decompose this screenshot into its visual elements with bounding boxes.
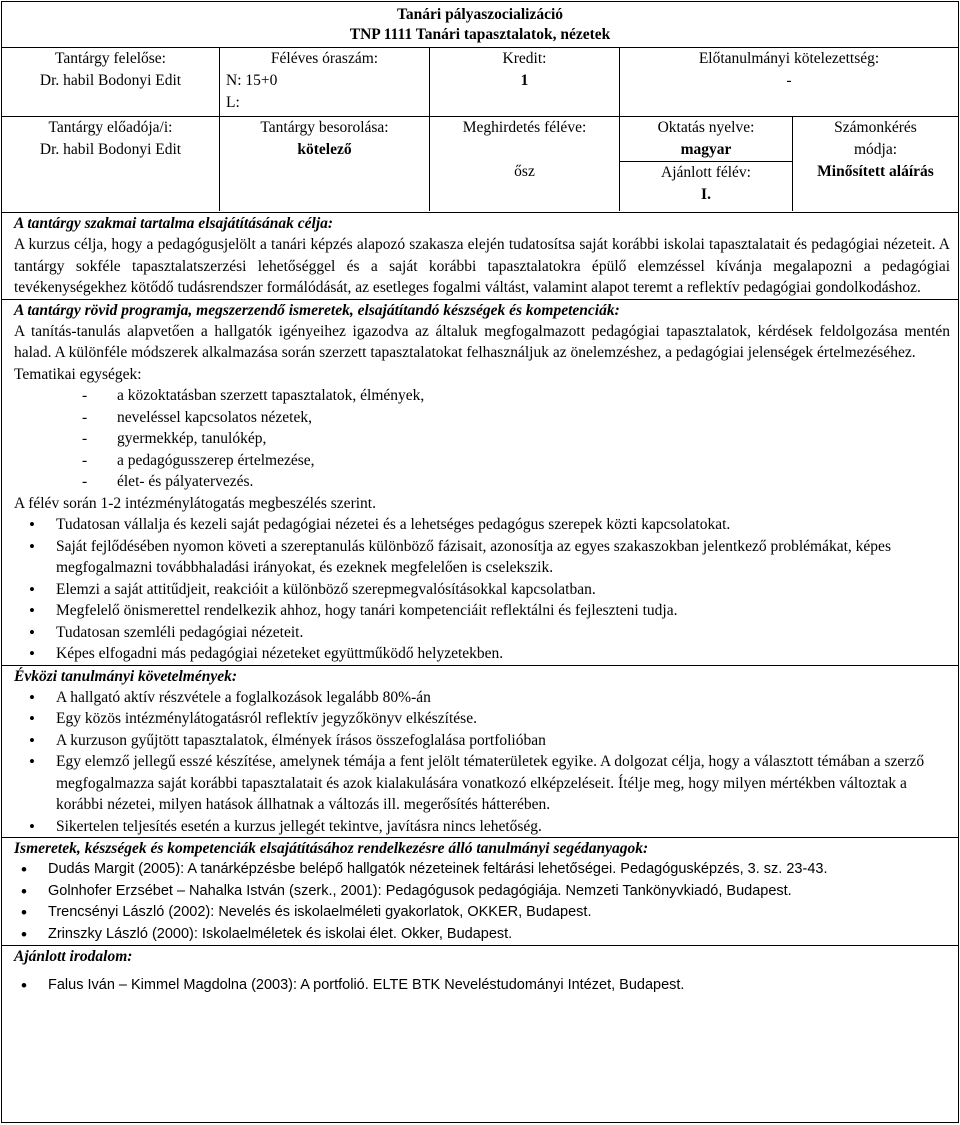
kompetencia-list [14,514,950,665]
program-section [2,299,958,665]
segedanyag-list [14,859,950,945]
kovetelmeny-section [2,665,958,838]
cel-heading: A tantárgy szakmai tartalma elsajátításának célja: [14,215,334,232]
kompetencia-item: • Képes elfogadni más pedagógiai nézeteket együttműködő helyzetekben. [56,643,950,665]
course-title: Tanári pályaszocializáció [396,6,564,23]
tematika-label: Tematikai egységek: [14,365,142,383]
irodalom-list [14,975,950,997]
oraszam-label: Féléves óraszám: [270,50,379,67]
szamonkeres-cell [792,117,958,211]
irodalom-section [2,945,958,997]
program-text: A tanítás-tanulás alapvetően a hallgatók igényeihez igazodva az általuk megfogalmazott pedagógiai tapasztalatok, kérdések feldolgozása mentén halad. A különféle módszerek alkalmazása során szerzett tapasztalatokat felhasználjuk az önelemzéshez, a pedagógiai jelenségek értelmezéséhez. [14,322,950,361]
irodalom-item: • Falus Iván – Kimmel Magdolna (2003): A portfolió. ELTE BTK Neveléstudományi Intézet, Budapest. [48,975,950,997]
kovetelmeny-heading: Évközi tanulmányi követelmények: [14,667,238,685]
kompetencia-item: • Tudatosan vállalja és kezeli saját pedagógiai nézetei és a lehetséges pedagógus szerepek közti kapcsolatokat. [56,514,950,536]
cel-text: A kurzus célja, hogy a pedagógusjelölt a tanári képzés alapozó szakasza elején tudatosítsa saját korábbi iskolai tapasztalatait és pedagógiai nézeteit. A tantárgy sokféle tapasztalatszerzési lehetőséggel és a saját korábbi tapasztalatokra épülő elemzéssel kívánja megalapozni a pedagógiai tevékenységekhez kötődő tudásrendszer formálódását, az esetleges fogalmi váltást, valamint alapot teremt a reflektív pedagógiai gondolkodáshoz. [14,236,950,296]
tematika-list [14,385,950,493]
kredit-label: Kredit: [502,50,547,67]
kovetelmeny-item: • Sikertelen teljesítés esetén a kurzus jellegét tekintve, javításra nincs lehetőség. [56,816,950,838]
felelos-name: Dr. habil Bodonyi Edit [39,72,182,89]
kovetelmeny-item: • A kurzuson gyűjtött tapasztalatok, élmények írásos összefoglalása portfolióban [56,730,950,752]
kovetelmeny-item: • A hallgató aktív részvétele a foglalkozások legalább 80%-án [56,687,950,709]
besorolas-label: Tantárgy besorolása: [260,119,389,136]
segedanyag-item: • Trencsényi László (2002): Nevelés és iskolaelméleti gyakorlatok, OKKER, Budapest. [48,902,950,924]
kredit-value: 1 [520,72,529,89]
segedanyag-section [2,837,958,945]
oraszam-cell [219,48,429,116]
cel-section [2,212,958,299]
tematika-item: - gyermekkép, tanulókép, [117,428,950,450]
tematika-item: - a pedagógusszerep értelmezése, [117,450,950,472]
tematika-item: - a közoktatásban szerzett tapasztalatok, élmények, [117,385,950,407]
felelos-cell [2,48,219,116]
kompetencia-item: • Saját fejlődésében nyomon követi a szereptanulás különböző fázisait, azonosítja az egyes szakaszokban jelentkező problémákat, képes megfogalmazni továbbhaladási irányokat, és ezeknek megfelelően is cselekszik. [56,536,950,579]
elotan-cell [619,48,958,116]
nyelv-label: Oktatás nyelve: [657,119,755,136]
kovetelmeny-item: • Egy elemző jellegű esszé készítése, amelynek témája a fent jelölt tématerületek egyike. A dolgozat célja, hogy a választott témában a szerző megfogalmazza saját korábbi tapasztalatait és azok kialakulására vonatkozó elképzeléseit. Ítélje meg, hogy milyen mértékben változtak a korábbi nézetei, milyen hatások állhatnak a változás ill. megerősítés hátterében. [56,751,950,816]
szamonkeres-label2: módja: [853,141,898,158]
course-sheet [1,1,959,1123]
segedanyag-heading: Ismeretek, készségek és kompetenciák elsajátításához rendelkezésre álló tanulmányi segédanyagok: [14,840,649,857]
ajanlott-label: Ajánlott félév: [620,161,792,184]
kompetencia-item: • Megfelelő önismerettel rendelkezik ahhoz, hogy tanári kompetenciáit reflektálni és fejleszteni tudja. [56,600,950,622]
tematika-item: - élet- és pályatervezés. [117,471,950,493]
course-code: TNP 1111 Tanári tapasztalatok, nézetek [349,26,611,43]
meghirdetes-cell [429,117,619,211]
program-heading: A tantárgy rövid programja, megszerzendő ismeretek, elsajátítandó készségek és kompetenciák: [14,301,620,319]
oraszam-l: L: [226,94,240,111]
oraszam-n: N: 15+0 [226,72,278,89]
eloado-name: Dr. habil Bodonyi Edit [39,141,182,158]
ajanlott-value: I. [701,186,711,203]
segedanyag-item: • Golnhofer Erzsébet – Nahalka István (szerk., 2001): Pedagógusok pedagógiája. Nemzeti Tankönyvkiadó, Budapest. [48,881,950,903]
kovetelmeny-item: • Egy közös intézménylátogatásról reflektív jegyzőkönyv elkészítése. [56,708,950,730]
elotan-value: - [786,72,792,89]
segedanyag-item: • Zrinszky László (2000): Iskolaelméletek és iskolai élet. Okker, Budapest. [48,924,950,946]
meghirdetes-value: ősz [514,163,535,180]
kredit-cell [429,48,619,116]
besorolas-cell [219,117,429,211]
meghirdetes-label: Meghirdetés féléve: [462,119,587,136]
header-table [2,2,958,212]
kovetelmeny-list [14,687,950,838]
kompetencia-item: • Tudatosan szemléli pedagógiai nézeteit. [56,622,950,644]
tematika-item: - neveléssel kapcsolatos nézetek, [117,407,950,429]
latogatas-text: A félév során 1-2 intézménylátogatás megbeszélés szerint. [14,494,376,512]
szamonkeres-value: Minősített aláírás [817,163,934,180]
nyelv-value: magyar [680,141,732,158]
kompetencia-item: • Elemzi a saját attitűdjeit, reakcióit a különböző szerepmegvalósításokkal kapcsolatban. [56,579,950,601]
szamonkeres-label1: Számonkérés [834,119,917,136]
irodalom-heading: Ajánlott irodalom: [14,948,133,965]
elotan-label: Előtanulmányi kötelezettség: [698,50,880,67]
eloado-cell [2,117,219,211]
content-area [2,212,958,997]
nyelv-cell [619,117,792,211]
felelos-label: Tantárgy felelőse: [55,50,166,67]
segedanyag-item: • Dudás Margit (2005): A tanárképzésbe belépő hallgatók nézeteinek feltárási lehetőségei. Pedagógusképzés, 3. sz. 23-43. [48,859,950,881]
besorolas-value: kötelező [297,141,352,158]
eloado-label: Tantárgy előadója/i: [48,119,173,136]
